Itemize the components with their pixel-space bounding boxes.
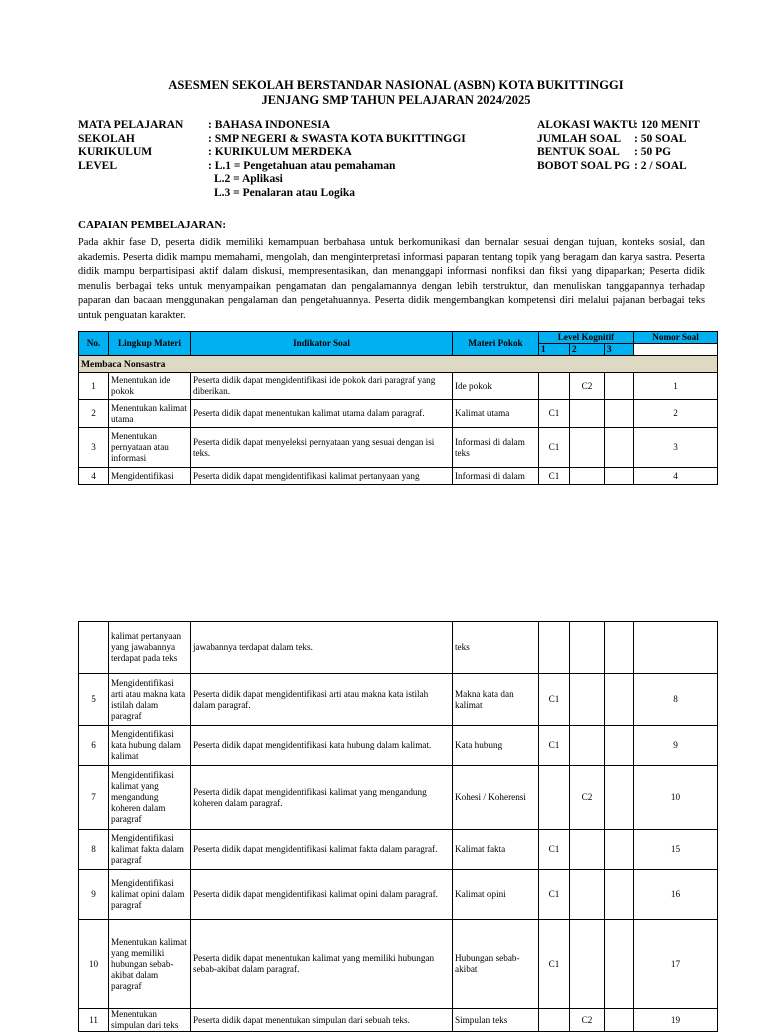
row-level3-cell (605, 726, 634, 766)
col-header-lingkup: Lingkup Materi (109, 332, 191, 356)
row-lingkup-cell: Mengidentifikasi kalimat fakta dalam paragraf (109, 830, 191, 870)
row-materi-cell: Kalimat utama (453, 400, 539, 428)
row-indikator-cell: Peserta didik dapat menentukan kalimat utama dalam paragraf. (191, 400, 453, 428)
meta-label: JUMLAH SOAL (537, 132, 622, 145)
row-lingkup-cell: Mengidentifikasi arti atau makna kata istilah dalam paragraf (109, 674, 191, 726)
row-level3-cell (605, 373, 634, 400)
row-no-cell: 11 (79, 1009, 109, 1032)
row-nomor-cell: 3 (634, 428, 718, 468)
row-materi-cell: Kalimat opini (453, 870, 539, 920)
row-level2-cell (570, 830, 605, 870)
row-no-cell: 4 (79, 468, 109, 485)
col-header-nomor: Nomor Soal (634, 332, 718, 344)
meta-row-jumlah (537, 133, 700, 147)
meta-value: : KURIKULUM MERDEKA (208, 146, 352, 158)
row-nomor-cell: 9 (634, 726, 718, 766)
row-indikator-cell: jawabannya terdapat dalam teks. (191, 622, 453, 674)
meta-row-bobot (537, 160, 700, 174)
table-row (79, 726, 718, 766)
row-level2-cell (570, 622, 605, 674)
table-row (79, 428, 718, 468)
row-level1-cell (539, 373, 570, 400)
row-no-cell: 10 (79, 920, 109, 1009)
row-no-cell: 3 (79, 428, 109, 468)
row-level2-cell (570, 400, 605, 428)
meta-value: L.3 = Penalaran atau Logika (214, 186, 356, 199)
row-level1-cell: C1 (539, 726, 570, 766)
meta-label: BOBOT SOAL PG (537, 159, 631, 172)
capaian-paragraph: Pada akhir fase D, peserta didik memiliki kemampuan berbahasa untuk berkomunikasi dan bernalar sesuai dengan tujuan, konteks sosial, dan akademis. Peserta didik mampu memahami, mengolah, dan menginterpretasi informasi paparan tentang topik yang beragam dan karya sastra. Peserta didik mampu berpartisipasi aktif dalam diskusi, mempresentasikan, dan menanggapi informasi nonfiksi dan fiksi yang dipaparkan; Peserta didik menulis berbagai teks untuk menyampaikan pengamatan dan pengalamannya dengan lebih terstruktur, dan menuliskan tanggapannya terhadap paparan dan bacaan menggunakan pengalaman dan pengetahuannya. Peserta didik mengembangkan kompetensi diri melalui pajanan berbagai teks untuk penguatan karakter. (78, 237, 705, 321)
row-lingkup-cell: Mengidentifikasi kalimat yang mengandung koheren dalam paragraf (109, 766, 191, 830)
row-level3-cell (605, 920, 634, 1009)
meta-value: : 50 PG (634, 146, 672, 158)
row-level2-cell (570, 726, 605, 766)
row-level3-cell (605, 766, 634, 830)
col-header-no: No. (79, 332, 109, 356)
row-lingkup-cell: Menentukan kalimat utama (109, 400, 191, 428)
table-row (79, 920, 718, 1009)
meta-label: SEKOLAH (78, 132, 135, 145)
row-indikator-cell: Peserta didik dapat mengidentifikasi arti atau makna kata istilah dalam paragraf. (191, 674, 453, 726)
row-level1-cell: C1 (539, 920, 570, 1009)
row-lingkup-cell: Menentukan kalimat yang memiliki hubungan sebab-akibat dalam paragraf (109, 920, 191, 1009)
table-row (79, 373, 718, 400)
row-level2-cell: C2 (570, 373, 605, 400)
meta-label: LEVEL (78, 159, 117, 172)
meta-value: : 2 / SOAL (634, 159, 687, 172)
row-nomor-cell: 17 (634, 920, 718, 1009)
row-level1-cell: C1 (539, 674, 570, 726)
row-nomor-cell: 2 (634, 400, 718, 428)
row-level3-cell (605, 674, 634, 726)
table-row (79, 674, 718, 726)
meta-row-mapel (78, 119, 466, 133)
row-materi-cell: Informasi di dalam (453, 468, 539, 485)
meta-right (537, 119, 700, 173)
row-lingkup-cell: kalimat pertanyaan yang jawabannya terdapat pada teks (109, 622, 191, 674)
row-no-cell: 1 (79, 373, 109, 400)
row-materi-cell: Ide pokok (453, 373, 539, 400)
col-header-blank (634, 344, 718, 356)
col-header-level: Level Kognitif (539, 332, 634, 344)
row-level2-cell (570, 428, 605, 468)
row-level1-cell (539, 1009, 570, 1032)
table-row (79, 766, 718, 830)
table-body-page-1 (79, 373, 718, 485)
group-row (79, 356, 718, 373)
row-indikator-cell: Peserta didik dapat menentukan kalimat yang memiliki hubungan sebab-akibat dalam paragraf. (191, 920, 453, 1009)
meta-row-sekolah (78, 133, 466, 147)
row-level3-cell (605, 468, 634, 485)
row-no-cell: 7 (79, 766, 109, 830)
document-title: ASESMEN SEKOLAH BERSTANDAR NASIONAL (ASBN) KOTA BUKITTINGGI (168, 78, 624, 92)
row-indikator-cell: Peserta didik dapat mengidentifikasi kalimat fakta dalam paragraf. (191, 830, 453, 870)
table-row (79, 870, 718, 920)
table-row (79, 1009, 718, 1032)
row-level1-cell (539, 622, 570, 674)
row-materi-cell: Makna kata dan kalimat (453, 674, 539, 726)
group-label: Membaca Nonsastra (79, 356, 718, 373)
row-materi-cell: Kalimat fakta (453, 830, 539, 870)
row-level2-cell: C2 (570, 1009, 605, 1032)
table-row (79, 830, 718, 870)
meta-label: ALOKASI WAKTU (537, 119, 637, 131)
row-materi-cell: Simpulan teks (453, 1009, 539, 1032)
row-no-cell: 2 (79, 400, 109, 428)
row-nomor-cell: 1 (634, 373, 718, 400)
meta-row-alokasi (537, 119, 700, 133)
capaian-heading: CAPAIAN PEMBELAJARAN: (78, 219, 226, 231)
row-indikator-cell: Peserta didik dapat mengidentifikasi kata hubung dalam kalimat. (191, 726, 453, 766)
row-no-cell: 9 (79, 870, 109, 920)
row-nomor-cell (634, 622, 718, 674)
meta-row-level-2 (78, 173, 466, 187)
row-materi-cell: Kohesi / Koherensi (453, 766, 539, 830)
row-indikator-cell: Peserta didik dapat mengidentifikasi kalimat opini dalam paragraf. (191, 870, 453, 920)
row-materi-cell: teks (453, 622, 539, 674)
meta-row-level-3 (78, 187, 466, 201)
table-row (79, 468, 718, 485)
col-header-materi: Materi Pokok (453, 332, 539, 356)
row-level1-cell: C1 (539, 468, 570, 485)
row-level3-cell (605, 870, 634, 920)
row-level1-cell (539, 766, 570, 830)
meta-row-kurikulum (78, 146, 466, 160)
meta-label: BENTUK SOAL (537, 146, 620, 158)
row-lingkup-cell: Menentukan simpulan dari teks (109, 1009, 191, 1032)
document-subtitle: JENJANG SMP TAHUN PELAJARAN 2024/2025 (261, 93, 531, 107)
meta-label: KURIKULUM (78, 146, 153, 158)
row-nomor-cell: 4 (634, 468, 718, 485)
row-indikator-cell: Peserta didik dapat mengidentifikasi kalimat yang mengandung koheren dalam paragraf. (191, 766, 453, 830)
row-level2-cell: C2 (570, 766, 605, 830)
row-no-cell: 6 (79, 726, 109, 766)
col-header-l3: 3 (605, 344, 634, 356)
row-materi-cell: Hubungan sebab-akibat (453, 920, 539, 1009)
meta-row-bentuk (537, 146, 700, 160)
row-level3-cell (605, 428, 634, 468)
row-level3-cell (605, 622, 634, 674)
row-no-cell: 8 (79, 830, 109, 870)
table-row (79, 622, 718, 674)
meta-value: L.2 = Aplikasi (214, 173, 283, 185)
row-nomor-cell: 19 (634, 1009, 718, 1032)
row-indikator-cell: Peserta didik dapat menentukan simpulan dari sebuah teks. (191, 1009, 453, 1032)
meta-value: : SMP NEGERI & SWASTA KOTA BUKITTINGGI (208, 132, 466, 145)
row-materi-cell: Informasi di dalam teks (453, 428, 539, 468)
table-header-row (79, 332, 718, 344)
row-level3-cell (605, 830, 634, 870)
col-header-l2: 2 (570, 344, 605, 356)
meta-value: : L.1 = Pengetahuan atau pemahaman (208, 159, 396, 172)
kisi-kisi-table-page-1 (78, 331, 718, 485)
row-level3-cell (605, 400, 634, 428)
row-nomor-cell: 8 (634, 674, 718, 726)
row-level1-cell: C1 (539, 428, 570, 468)
table-body-page-2 (79, 622, 718, 1032)
col-header-indikator: Indikator Soal (191, 332, 453, 356)
meta-left (78, 119, 466, 200)
row-lingkup-cell: Menentukan pernyataan atau informasi (109, 428, 191, 468)
row-lingkup-cell: Mengidentifikasi kalimat opini dalam paragraf (109, 870, 191, 920)
meta-label: MATA PELAJARAN (78, 119, 184, 131)
meta-value: : 120 MENIT (634, 119, 700, 131)
meta-value: : 50 SOAL (634, 132, 687, 145)
row-nomor-cell: 10 (634, 766, 718, 830)
row-level3-cell (605, 1009, 634, 1032)
row-lingkup-cell: Menentukan ide pokok (109, 373, 191, 400)
row-level2-cell (570, 920, 605, 1009)
meta-value: : BAHASA INDONESIA (208, 119, 331, 131)
row-lingkup-cell: Mengidentifikasi (109, 468, 191, 485)
row-no-cell (79, 622, 109, 674)
row-nomor-cell: 15 (634, 830, 718, 870)
row-materi-cell: Kata hubung (453, 726, 539, 766)
row-level1-cell: C1 (539, 830, 570, 870)
row-indikator-cell: Peserta didik dapat mengidentifikasi kalimat pertanyaan yang (191, 468, 453, 485)
kisi-kisi-table-page-2 (78, 621, 718, 1032)
row-nomor-cell: 16 (634, 870, 718, 920)
row-level1-cell: C1 (539, 400, 570, 428)
row-level2-cell (570, 468, 605, 485)
row-level2-cell (570, 674, 605, 726)
row-indikator-cell: Peserta didik dapat mengidentifikasi ide pokok dari paragraf yang diberikan. (191, 373, 453, 400)
col-header-l1: 1 (539, 344, 570, 356)
row-no-cell: 5 (79, 674, 109, 726)
table-row (79, 400, 718, 428)
row-level2-cell (570, 870, 605, 920)
row-lingkup-cell: Mengidentifikasi kata hubung dalam kalimat (109, 726, 191, 766)
meta-row-level (78, 160, 466, 174)
row-level1-cell: C1 (539, 870, 570, 920)
row-indikator-cell: Peserta didik dapat menyeleksi pernyataan yang sesuai dengan isi teks. (191, 428, 453, 468)
